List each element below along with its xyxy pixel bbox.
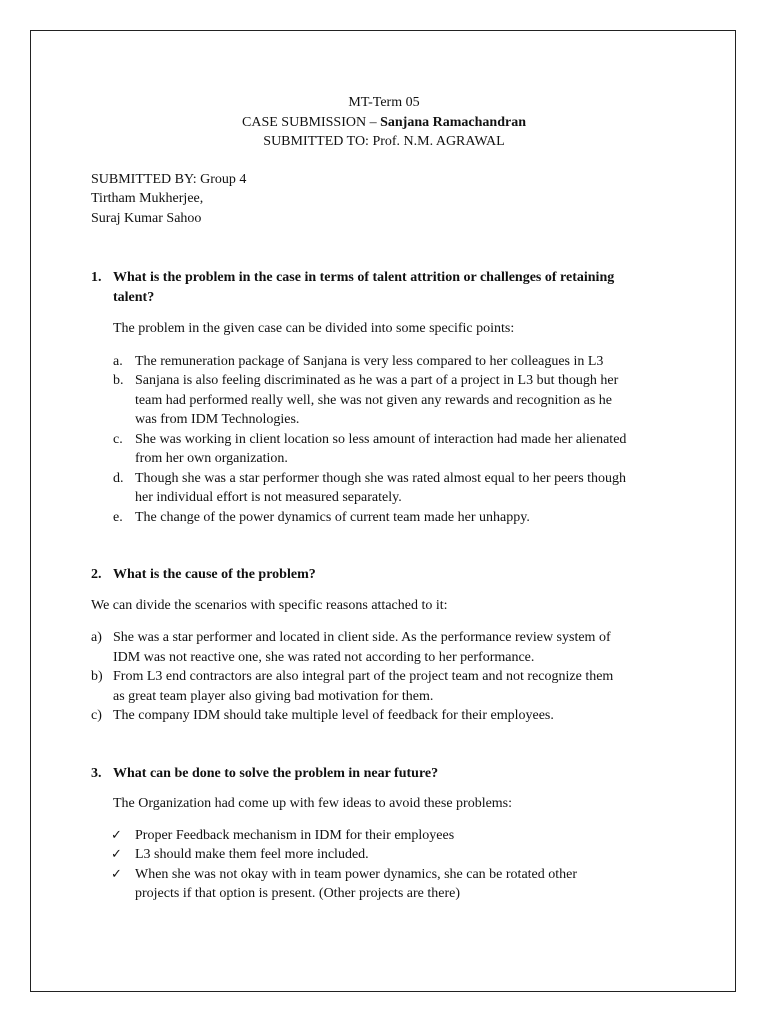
list-line: The remuneration package of Sanjana is very less compared to her colleagues in L3	[135, 353, 604, 369]
checkmark-icon: ✓	[111, 866, 122, 882]
list-item	[91, 430, 691, 469]
list-line: When she was not okay with in team power dynamics, she can be rotated other	[135, 866, 578, 882]
list-line: The company IDM should take multiple level of feedback for their employees.	[113, 708, 554, 723]
list-marker: b.	[113, 373, 124, 388]
list-marker: b)	[91, 669, 103, 684]
case-name: Sanjana Ramachandran	[380, 114, 526, 130]
list-item	[91, 845, 691, 865]
list-line: She was working in client location so less amount of interaction had made her alienated	[135, 431, 627, 447]
list-marker: a.	[113, 353, 123, 369]
list-marker: d.	[113, 470, 124, 486]
checkmark-icon: ✓	[111, 847, 122, 862]
question-1-title	[91, 268, 683, 307]
list-line: IDM was not reactive one, she was rated not according to her performance.	[113, 649, 535, 665]
question-3-list	[91, 826, 691, 904]
list-item	[91, 706, 691, 726]
question-title-line: What can be done to solve the problem in near future?	[113, 765, 439, 781]
list-line: as great team player also giving bad motivation for them.	[113, 688, 434, 704]
member-name: Tirtham Mukherjee,	[91, 191, 204, 206]
question-1-intro: The problem in the given case can be divided into some specific points:	[113, 321, 515, 336]
term-line: MT-Term 05	[348, 95, 420, 110]
list-line: L3 should make them feel more included.	[135, 847, 369, 862]
list-line: from her own organization.	[135, 451, 288, 466]
list-line: team had performed really well, she was not given any rewards and recognition as he	[135, 392, 612, 408]
question-1-list	[91, 352, 691, 528]
question-title-line: What is the cause of the problem?	[113, 567, 316, 582]
list-line: She was a star performer and located in client side. As the performance review system of	[113, 630, 611, 645]
case-submission-line	[91, 113, 677, 133]
list-item	[91, 826, 691, 846]
document-content	[91, 93, 691, 904]
question-2-intro: We can divide the scenarios with specific reasons attached to it:	[91, 597, 448, 613]
list-marker: a)	[91, 630, 102, 645]
question-title-line: What is the problem in the case in terms of talent attrition or challenges of retaining	[113, 270, 615, 285]
list-line: Sanjana is also feeling discriminated as he was a part of a project in L3 but though her	[135, 373, 619, 388]
list-item	[91, 667, 691, 706]
list-item	[91, 371, 691, 430]
list-line: was from IDM Technologies.	[135, 412, 300, 427]
list-item	[91, 508, 691, 528]
submitted-by-block	[91, 170, 691, 229]
document-header	[91, 93, 677, 152]
list-line: The change of the power dynamics of current team made her unhappy.	[135, 509, 530, 525]
list-item	[91, 469, 691, 508]
member-name: Suraj Kumar Sahoo	[91, 210, 202, 226]
list-marker: c)	[91, 708, 102, 723]
question-3-title	[91, 764, 683, 784]
question-title-line: talent?	[113, 289, 155, 305]
list-line: Though she was a star performer though she was rated almost equal to her peers though	[135, 470, 627, 486]
question-3-intro: The Organization had come up with few ideas to avoid these problems:	[113, 796, 513, 811]
submitted-by-line: SUBMITTED BY: Group 4	[91, 171, 247, 187]
question-number: 1.	[91, 270, 102, 285]
submitted-to-line: SUBMITTED TO: Prof. N.M. AGRAWAL	[263, 134, 505, 149]
case-submission-prefix: CASE SUBMISSION –	[242, 114, 381, 130]
list-line: Proper Feedback mechanism in IDM for their employees	[135, 827, 455, 843]
question-2-title	[91, 565, 683, 585]
question-2-list	[91, 628, 691, 726]
question-number: 2.	[91, 567, 102, 582]
list-item	[91, 865, 691, 904]
list-item	[91, 628, 691, 667]
list-marker: e.	[113, 509, 123, 525]
list-line: her individual effort is not measured separately.	[135, 490, 402, 505]
list-line: projects if that option is present. (Other projects are there)	[135, 886, 460, 901]
list-marker: c.	[113, 431, 123, 447]
list-line: From L3 end contractors are also integral part of the project team and not recognize them	[113, 669, 614, 684]
checkmark-icon: ✓	[111, 827, 122, 843]
question-number: 3.	[91, 765, 102, 781]
list-item	[91, 352, 691, 372]
